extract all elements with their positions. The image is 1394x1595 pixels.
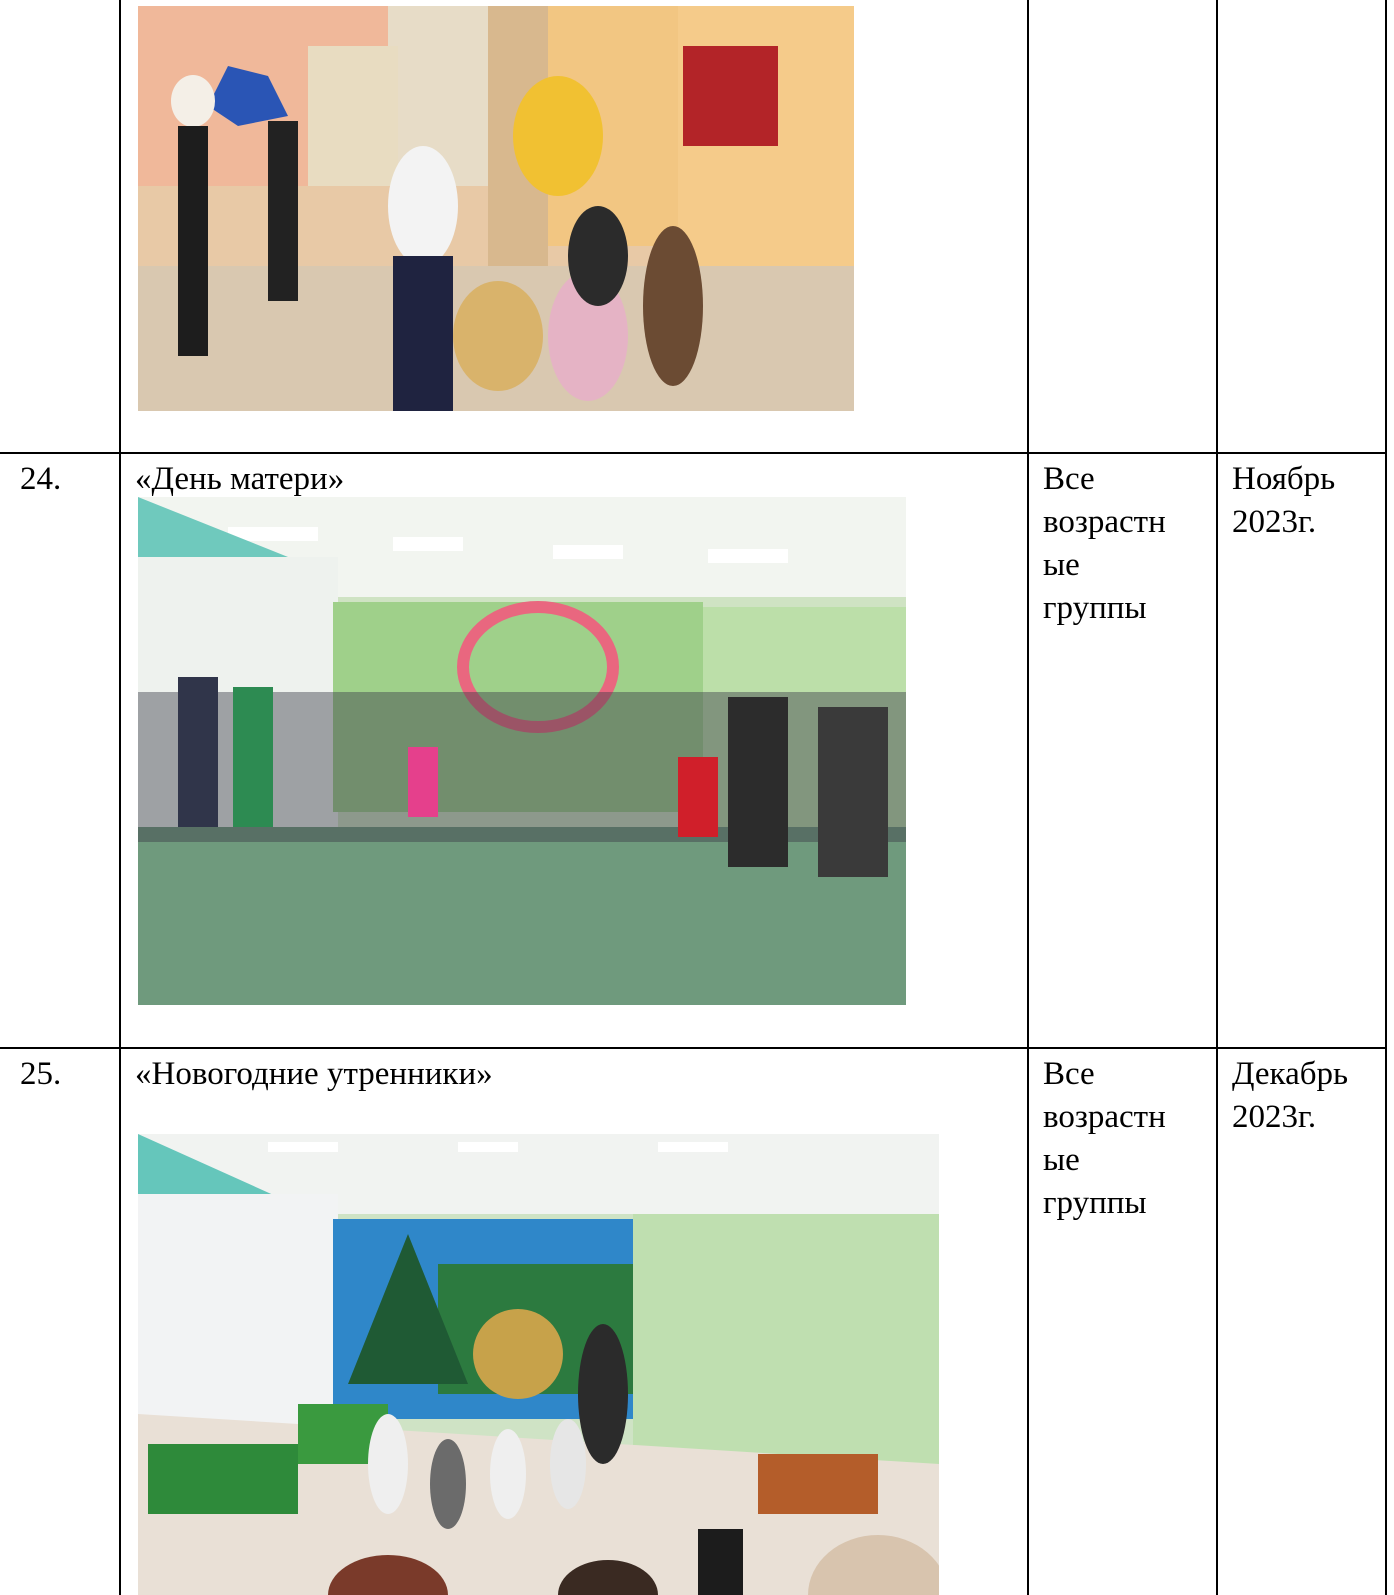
- photo-row-23: [138, 6, 854, 411]
- date-line: 2023г.: [1232, 504, 1317, 540]
- row-25-number: 25.: [20, 1056, 62, 1092]
- participants-line: группы: [1043, 1185, 1147, 1221]
- grid-line-right: [1385, 0, 1387, 1595]
- participants-line: ые: [1043, 1142, 1080, 1178]
- mothers-day-photo-icon: [138, 497, 906, 1005]
- photo-row-24: [138, 497, 906, 1005]
- date-line: Декабрь: [1232, 1056, 1349, 1092]
- participants-line: Все: [1043, 1056, 1095, 1092]
- school-hall-photo-icon: [138, 6, 854, 411]
- participants-line: Все: [1043, 461, 1095, 497]
- date-line: 2023г.: [1232, 1099, 1317, 1135]
- grid-line-col2: [1027, 0, 1029, 1595]
- participants-line: группы: [1043, 590, 1147, 626]
- row-24-number: 24.: [20, 461, 62, 497]
- grid-line-row2: [0, 1047, 1387, 1049]
- date-line: Ноябрь: [1232, 461, 1336, 497]
- photo-row-25: [138, 1134, 939, 1595]
- participants-line: ые: [1043, 547, 1080, 583]
- grid-line-left: [119, 0, 121, 1595]
- participants-line: возрастн: [1043, 1099, 1166, 1135]
- grid-line-row1: [0, 452, 1387, 454]
- row-24-title: «День матери»: [135, 461, 345, 497]
- row-25-title: «Новогодние утренники»: [135, 1056, 493, 1092]
- grid-line-col3: [1216, 0, 1218, 1595]
- participants-line: возрастн: [1043, 504, 1166, 540]
- new-year-photo-icon: [138, 1134, 939, 1595]
